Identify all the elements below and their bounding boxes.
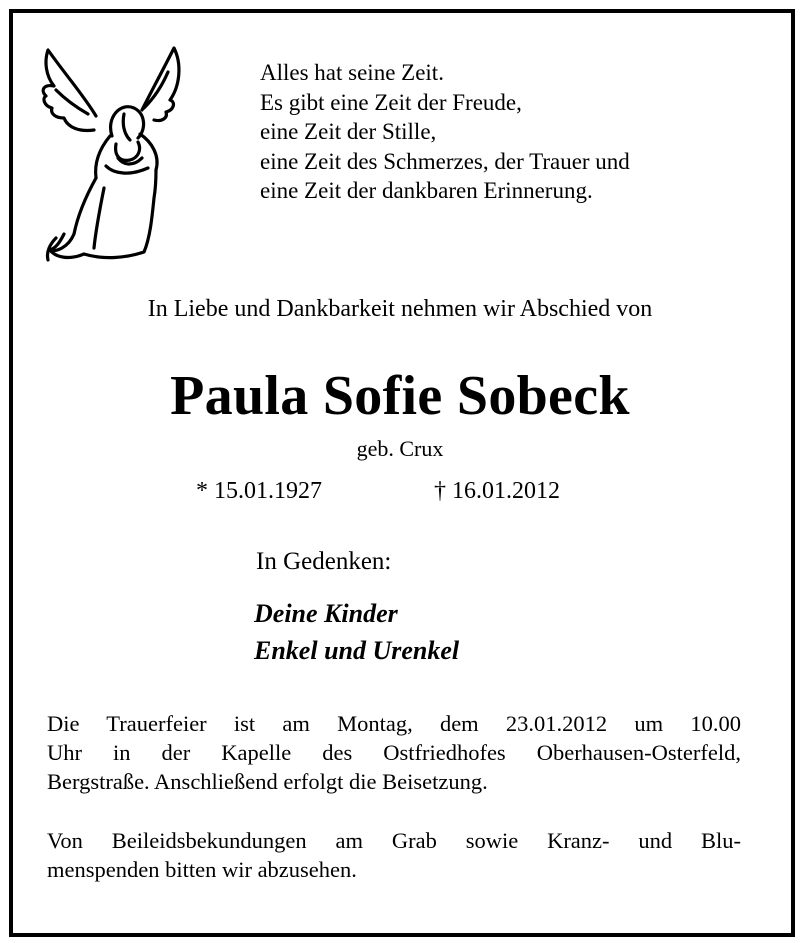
poem xyxy=(260,58,630,206)
poem-line: Alles hat seine Zeit. xyxy=(260,60,444,85)
condolence-request-paragraph xyxy=(47,826,741,884)
signers xyxy=(254,595,459,669)
birth-date: * 15.01.1927 xyxy=(196,478,322,504)
poem-line: eine Zeit der Stille, xyxy=(260,119,437,144)
angel-icon xyxy=(34,38,184,278)
signer-line: Enkel und Urenkel xyxy=(254,636,460,665)
death-date: † 16.01.2012 xyxy=(434,478,560,504)
request-line: menspenden bitten wir abzusehen. xyxy=(47,857,357,882)
signer-line: Deine Kinder xyxy=(254,599,398,628)
memorial-heading: In Gedenken: xyxy=(256,548,392,575)
service-paragraph xyxy=(47,709,741,796)
poem-line: eine Zeit des Schmerzes, der Trauer und xyxy=(260,148,630,174)
deceased-name: Paula Sofie Sobeck xyxy=(170,365,630,427)
maiden-name: geb. Crux xyxy=(356,436,444,461)
service-line: Die Trauerfeier ist am Montag, dem 23.01.2012 um 10.00 xyxy=(47,711,741,736)
request-line: Von Beileidsbekundungen am Grab sowie Kranz- und Blu- xyxy=(47,828,741,853)
farewell-intro: In Liebe und Dankbarkeit nehmen wir Abschied von xyxy=(147,296,653,322)
poem-line: eine Zeit der dankbaren Erinnerung. xyxy=(260,178,593,203)
service-line: Uhr in der Kapelle des Ostfriedhofes Oberhausen-Osterfeld, xyxy=(47,740,741,765)
poem-line: Es gibt eine Zeit der Freude, xyxy=(260,89,522,115)
service-line: Bergstraße. Anschließend erfolgt die Beisetzung. xyxy=(47,769,488,794)
